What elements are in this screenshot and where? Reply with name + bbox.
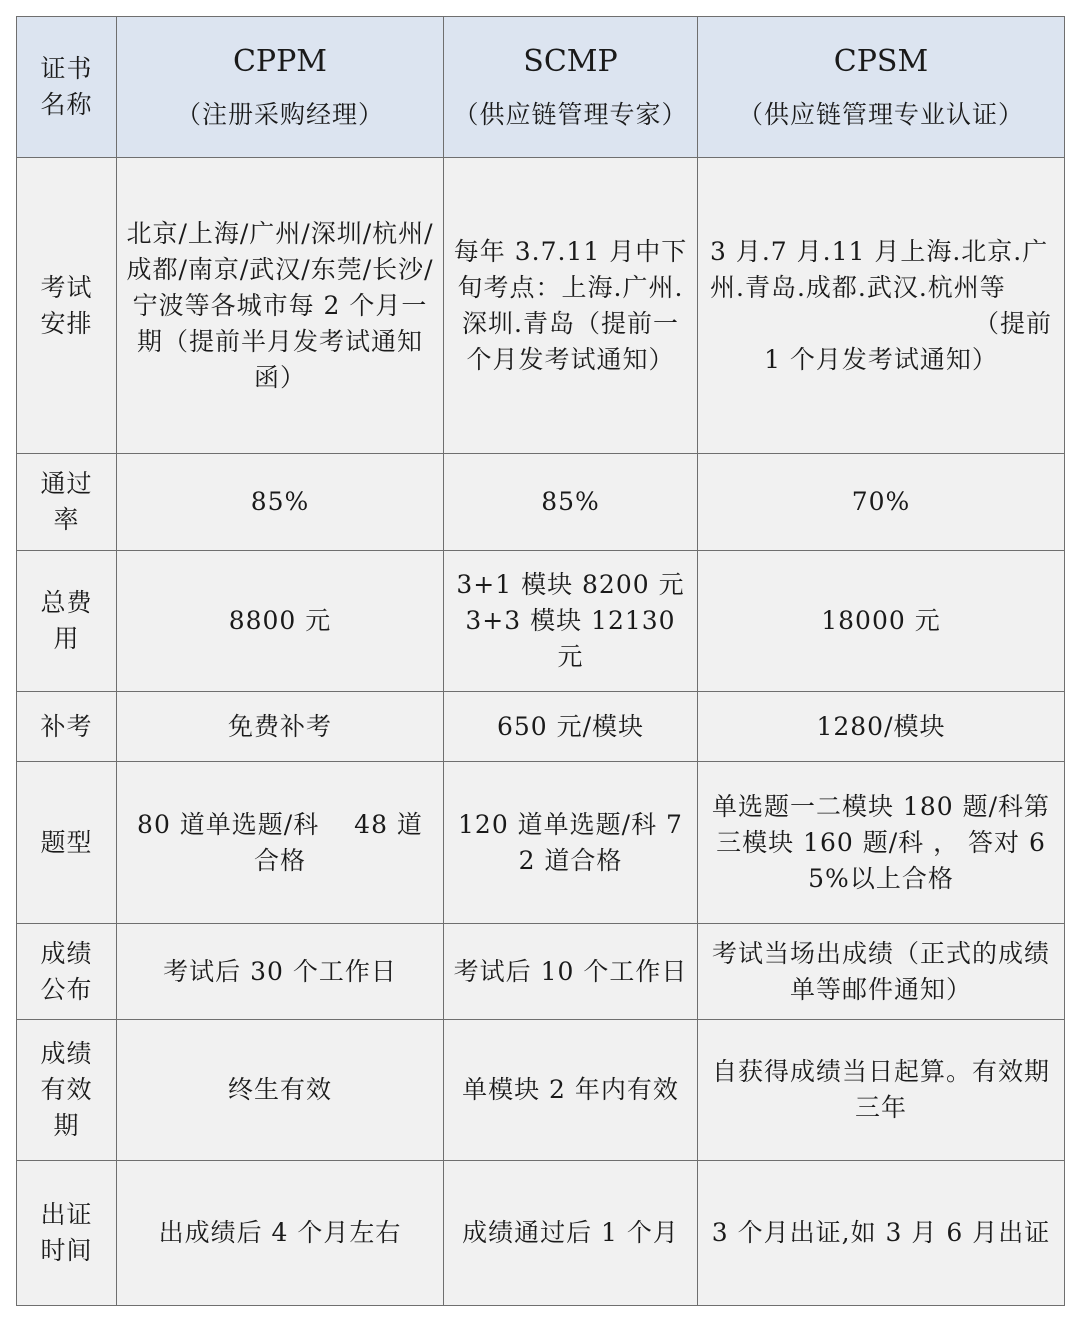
scmp-pass-rate: 85% <box>444 454 698 551</box>
row-label: 成绩有效期 <box>40 1039 93 1140</box>
label-cell <box>17 158 117 454</box>
cppm-fee: 8800 元 <box>117 551 444 692</box>
cpsm-question-type: 单选题一二模块 180 题/科第三模块 160 题/科 ， 答对 65%以上合格 <box>698 762 1065 924</box>
scmp-validity: 单模块 2 年内有效 <box>444 1020 698 1161</box>
cppm-validity: 终生有效 <box>117 1020 444 1161</box>
scmp-question-type: 120 道单选题/科 72 道合格 <box>444 762 698 924</box>
cpsm-certificate-time: 3 个月出证,如 3 月 6 月出证 <box>698 1161 1065 1306</box>
label-cell <box>17 1161 117 1306</box>
row-label: 总费用 <box>40 588 93 653</box>
row-label: 出证时间 <box>40 1200 93 1265</box>
cppm-code: CPPM <box>232 44 328 79</box>
header-label: 证书名称 <box>40 54 93 119</box>
header-cppm-cell <box>117 17 444 158</box>
cppm-certificate-time: 出成绩后 4 个月左右 <box>117 1161 444 1306</box>
cpsm-exam-notice-prefix: （提前 <box>973 308 1052 338</box>
row-validity <box>17 1020 1065 1161</box>
scmp-exam-schedule: 每年 3.7.11 月中下旬考点：上海.广州.深圳.青岛（提前一个月发考试通知） <box>444 158 698 454</box>
scmp-fee-cell <box>444 551 698 692</box>
cppm-pass-rate: 85% <box>117 454 444 551</box>
label-cell <box>17 1020 117 1161</box>
label-cell <box>17 924 117 1020</box>
cppm-question-type: 80 道单选题/科 48 道合格 <box>117 762 444 924</box>
header-cpsm-cell <box>698 17 1065 158</box>
header-label-cell <box>17 17 117 158</box>
label-cell <box>17 551 117 692</box>
cpsm-exam-schedule-cell <box>698 158 1065 454</box>
row-total-fee <box>17 551 1065 692</box>
scmp-fee-line1: 3+1 模块 8200 元 <box>456 570 685 599</box>
cpsm-result-release: 考试当场出成绩（正式的成绩单等邮件通知） <box>698 924 1065 1020</box>
cpsm-validity: 自获得成绩当日起算。有效期三年 <box>698 1020 1065 1161</box>
scmp-retake: 650 元/模块 <box>444 692 698 762</box>
label-cell <box>17 454 117 551</box>
row-label: 考试安排 <box>40 272 93 338</box>
scmp-code: SCMP <box>523 44 618 79</box>
header-scmp-cell <box>444 17 698 158</box>
row-label: 通过率 <box>40 469 93 534</box>
row-question-type <box>17 762 1065 924</box>
row-label: 题型 <box>40 827 93 857</box>
row-result-release <box>17 924 1065 1020</box>
certification-comparison-table <box>16 16 1065 1306</box>
row-retake <box>17 692 1065 762</box>
row-certificate-time <box>17 1161 1065 1306</box>
cppm-name: （注册采购经理） <box>175 100 384 129</box>
cpsm-code: CPSM <box>833 44 929 79</box>
cpsm-exam-schedule-text: 3 月.7 月.11 月上海.北京.广州.青岛.成都.武汉.杭州等 <box>710 236 1049 302</box>
cpsm-exam-notice: 1 个月发考试通知） <box>764 344 998 374</box>
cppm-exam-schedule: 北京/上海/广州/深圳/杭州/成都/南京/武汉/东莞/长沙/宁波等各城市每 2 个月一期（提前半月发考试通知函） <box>117 158 444 454</box>
header-row <box>17 17 1065 158</box>
cpsm-retake: 1280/模块 <box>698 692 1065 762</box>
cppm-retake: 免费补考 <box>117 692 444 762</box>
cpsm-pass-rate: 70% <box>698 454 1065 551</box>
cppm-result-release: 考试后 30 个工作日 <box>117 924 444 1020</box>
row-label: 成绩公布 <box>40 938 93 1004</box>
cpsm-fee: 18000 元 <box>698 551 1065 692</box>
scmp-certificate-time: 成绩通过后 1 个月 <box>444 1161 698 1306</box>
scmp-fee-line2: 3+3 模块 12130 元 <box>465 606 676 671</box>
row-exam-schedule <box>17 158 1065 454</box>
row-label: 补考 <box>40 711 93 741</box>
scmp-name: （供应链管理专家） <box>453 100 688 129</box>
scmp-result-release: 考试后 10 个工作日 <box>444 924 698 1020</box>
label-cell <box>17 692 117 762</box>
row-pass-rate <box>17 454 1065 551</box>
cpsm-name: （供应链管理专业认证） <box>737 100 1024 129</box>
label-cell <box>17 762 117 924</box>
